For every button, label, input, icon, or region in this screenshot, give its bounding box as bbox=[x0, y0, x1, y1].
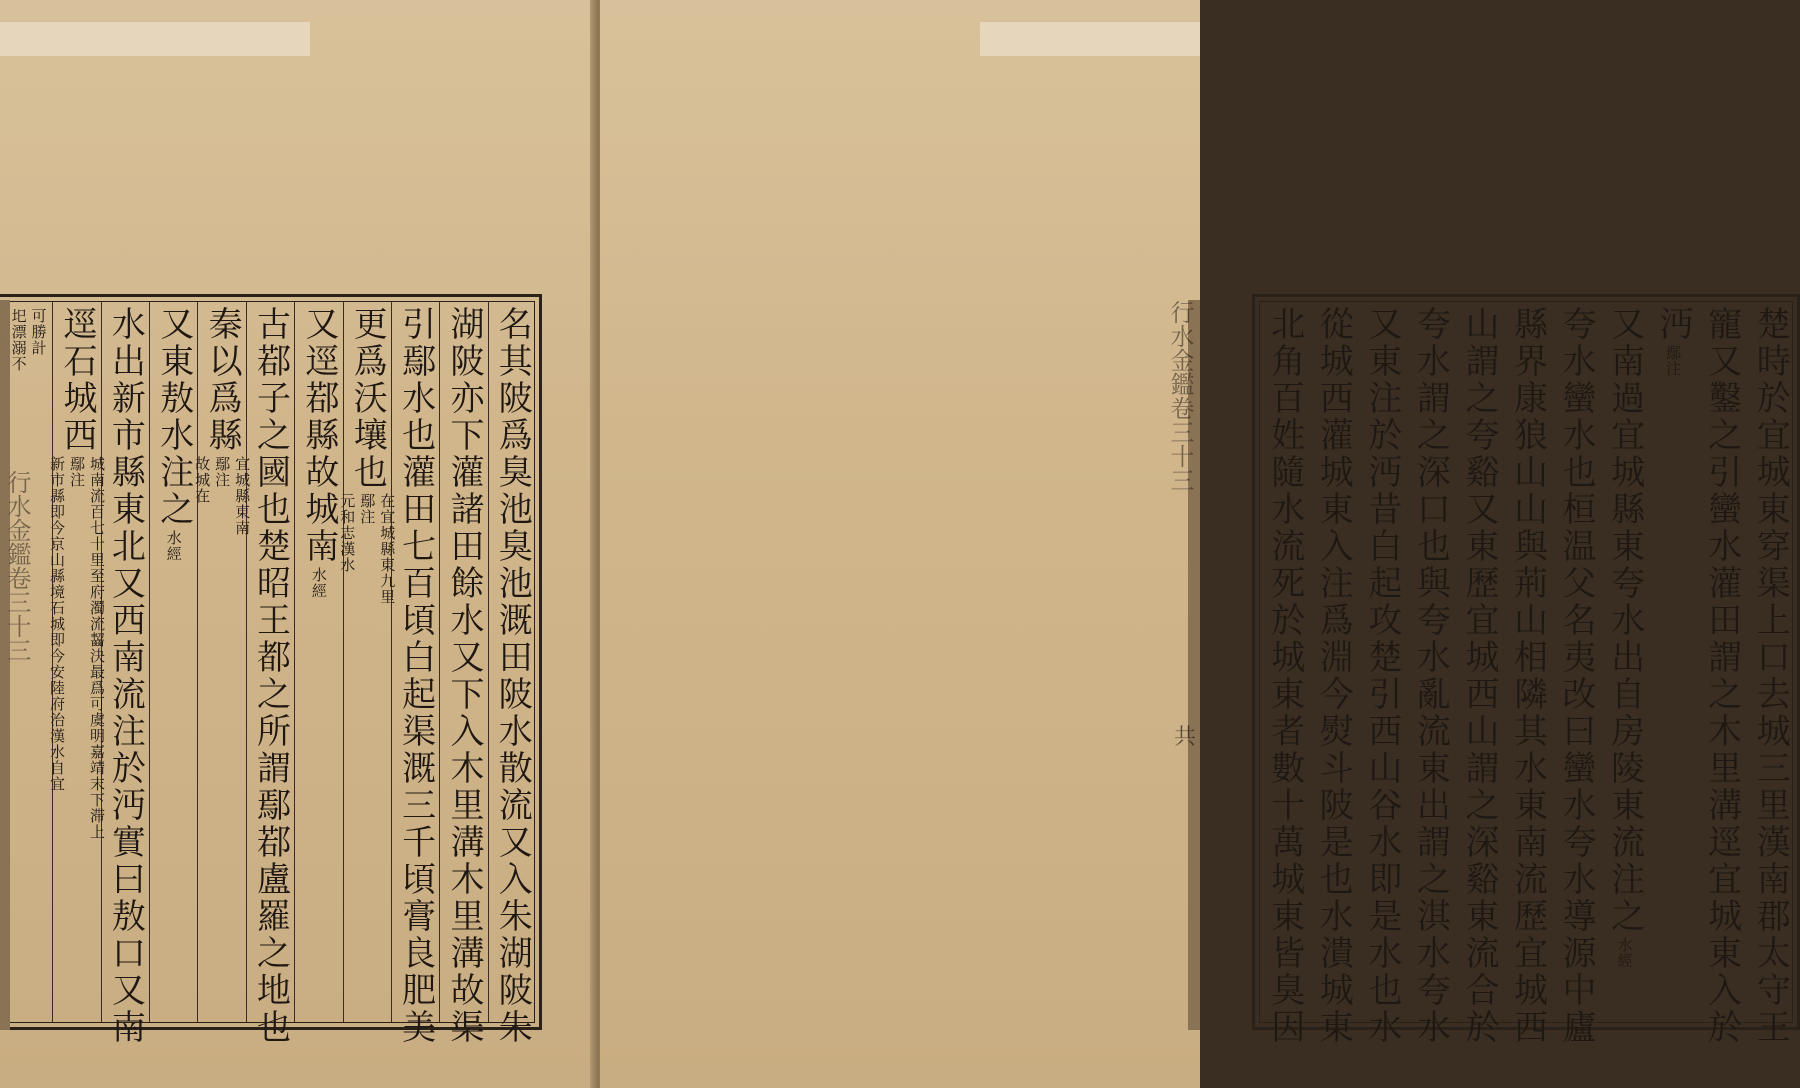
main-text: 楚時於宜城東穿渠上口去城三里漢南郡太守王 bbox=[1750, 306, 1791, 1046]
main-text: 又東敖水注之 bbox=[153, 306, 194, 528]
text-column bbox=[439, 302, 487, 1046]
left-columns bbox=[3, 301, 535, 1046]
text-column bbox=[488, 302, 536, 1046]
main-text: 古鄀子之國也楚昭王都之所謂鄢鄀盧羅之地也 bbox=[250, 306, 291, 1046]
text-column bbox=[294, 302, 342, 1022]
annotation-line: 圯漂溺不 bbox=[9, 308, 28, 372]
text-column bbox=[1357, 302, 1406, 1046]
text-column bbox=[1745, 302, 1794, 1046]
scan-glare bbox=[980, 22, 1200, 56]
annotation-line: 鄢注 bbox=[358, 493, 377, 525]
annotation-line: 元和志漢水 bbox=[338, 493, 357, 573]
annotation-line: 城南流百七十里至府濁流齧決最爲可虞明嘉靖末下滞上 bbox=[88, 456, 107, 840]
main-text: 又東注於沔昔白起攻楚引西山谷水即是水也水 bbox=[1361, 306, 1402, 1046]
annotation bbox=[1664, 345, 1682, 377]
text-column bbox=[1260, 302, 1309, 1046]
main-text: 夸水謂之深口也與夸水亂流東出謂之淇水夸水 bbox=[1410, 306, 1451, 1046]
text-column bbox=[149, 302, 197, 1022]
text-column bbox=[246, 302, 294, 1046]
main-text: 寵又鑿之引蠻水灌田謂之木里溝逕宜城東入於 bbox=[1701, 306, 1742, 1046]
annotation bbox=[10, 308, 48, 372]
annotation-line: 故城在 bbox=[193, 456, 212, 504]
left-page bbox=[0, 0, 596, 1088]
annotation-line: 鄢注 bbox=[68, 456, 87, 488]
text-column bbox=[1551, 302, 1600, 1046]
annotation-line: 可勝計 bbox=[29, 308, 48, 356]
text-column bbox=[101, 302, 149, 1046]
main-text: 又逕鄀縣故城南 bbox=[298, 306, 339, 565]
annotation bbox=[1616, 937, 1634, 969]
annotation-line: 鄢注 bbox=[1664, 345, 1683, 377]
main-text: 引鄢水也灌田七百頃白起渠溉三千頃膏良肥美 bbox=[395, 306, 436, 1046]
annotation-line: 新市縣即今京山縣境石城即今安陸府治漢水自宜 bbox=[48, 456, 67, 792]
text-column bbox=[1503, 302, 1552, 1046]
main-text: 從城西灌城東入注爲淵今熨斗陂是也水潰城東 bbox=[1313, 306, 1354, 1046]
annotation-line: 在宜城縣東九里 bbox=[378, 493, 397, 605]
page-number: 共 bbox=[1173, 725, 1196, 750]
annotation-line: 水經 bbox=[309, 567, 328, 599]
text-column bbox=[1454, 302, 1503, 1046]
annotation-line: 水經 bbox=[164, 530, 183, 562]
right-columns bbox=[1259, 301, 1793, 1046]
main-text: 沔 bbox=[1653, 306, 1694, 343]
scan-glare bbox=[0, 22, 310, 56]
right-edge-label: 行水金鑑卷三十三 bbox=[1166, 300, 1194, 492]
annotation-line: 宜城縣東南 bbox=[233, 456, 252, 536]
right-page bbox=[600, 0, 1791, 1088]
text-column bbox=[1600, 302, 1649, 1022]
text-column bbox=[4, 302, 52, 1022]
main-text: 山謂之夸谿又東歷宜城西山謂之深谿東流合於 bbox=[1458, 306, 1499, 1046]
text-column bbox=[48, 302, 107, 1022]
main-text: 夸水蠻水也桓温父名夷改曰蠻水夸水導源中廬 bbox=[1556, 306, 1597, 1046]
left-edge-strip bbox=[0, 300, 10, 1030]
annotation bbox=[310, 567, 328, 599]
main-text: 北角百姓隨水流死於城東者數十萬城東皆臭因 bbox=[1264, 306, 1305, 1046]
main-text: 逕石城西 bbox=[57, 306, 98, 454]
main-text: 秦以爲縣 bbox=[202, 306, 243, 454]
annotation bbox=[193, 456, 251, 536]
text-column bbox=[1648, 302, 1697, 1022]
text-column bbox=[1309, 302, 1358, 1046]
text-column bbox=[193, 302, 252, 1022]
main-text: 更爲沃壤也 bbox=[347, 306, 388, 491]
annotation bbox=[338, 493, 396, 605]
annotation bbox=[48, 456, 106, 840]
text-column bbox=[1406, 302, 1455, 1046]
left-text-frame bbox=[0, 294, 542, 1046]
main-text: 縣界康狼山山與荊山相隣其水東南流歷宜城西 bbox=[1507, 306, 1548, 1046]
main-text: 名其陂爲臭池臭池溉田陂水散流又入朱湖陂朱 bbox=[492, 306, 533, 1046]
right-text-frame bbox=[1252, 294, 1800, 1046]
left-edge-label: 行水金鑑卷三十三 bbox=[3, 470, 31, 662]
text-column bbox=[391, 302, 439, 1046]
text-column bbox=[1697, 302, 1746, 1046]
main-text: 水出新市縣東北又西南流注於沔實曰敖口又南 bbox=[105, 306, 146, 1046]
annotation bbox=[165, 530, 183, 562]
text-column bbox=[338, 302, 397, 1022]
annotation-line: 鄢注 bbox=[213, 456, 232, 488]
main-text: 又南過宜城縣東夸水出自房陵東流注之 bbox=[1604, 306, 1645, 935]
main-text: 湖陂亦下灌諸田餘水又下入木里溝木里溝故渠 bbox=[443, 306, 484, 1046]
annotation-line: 水經 bbox=[1615, 937, 1634, 969]
